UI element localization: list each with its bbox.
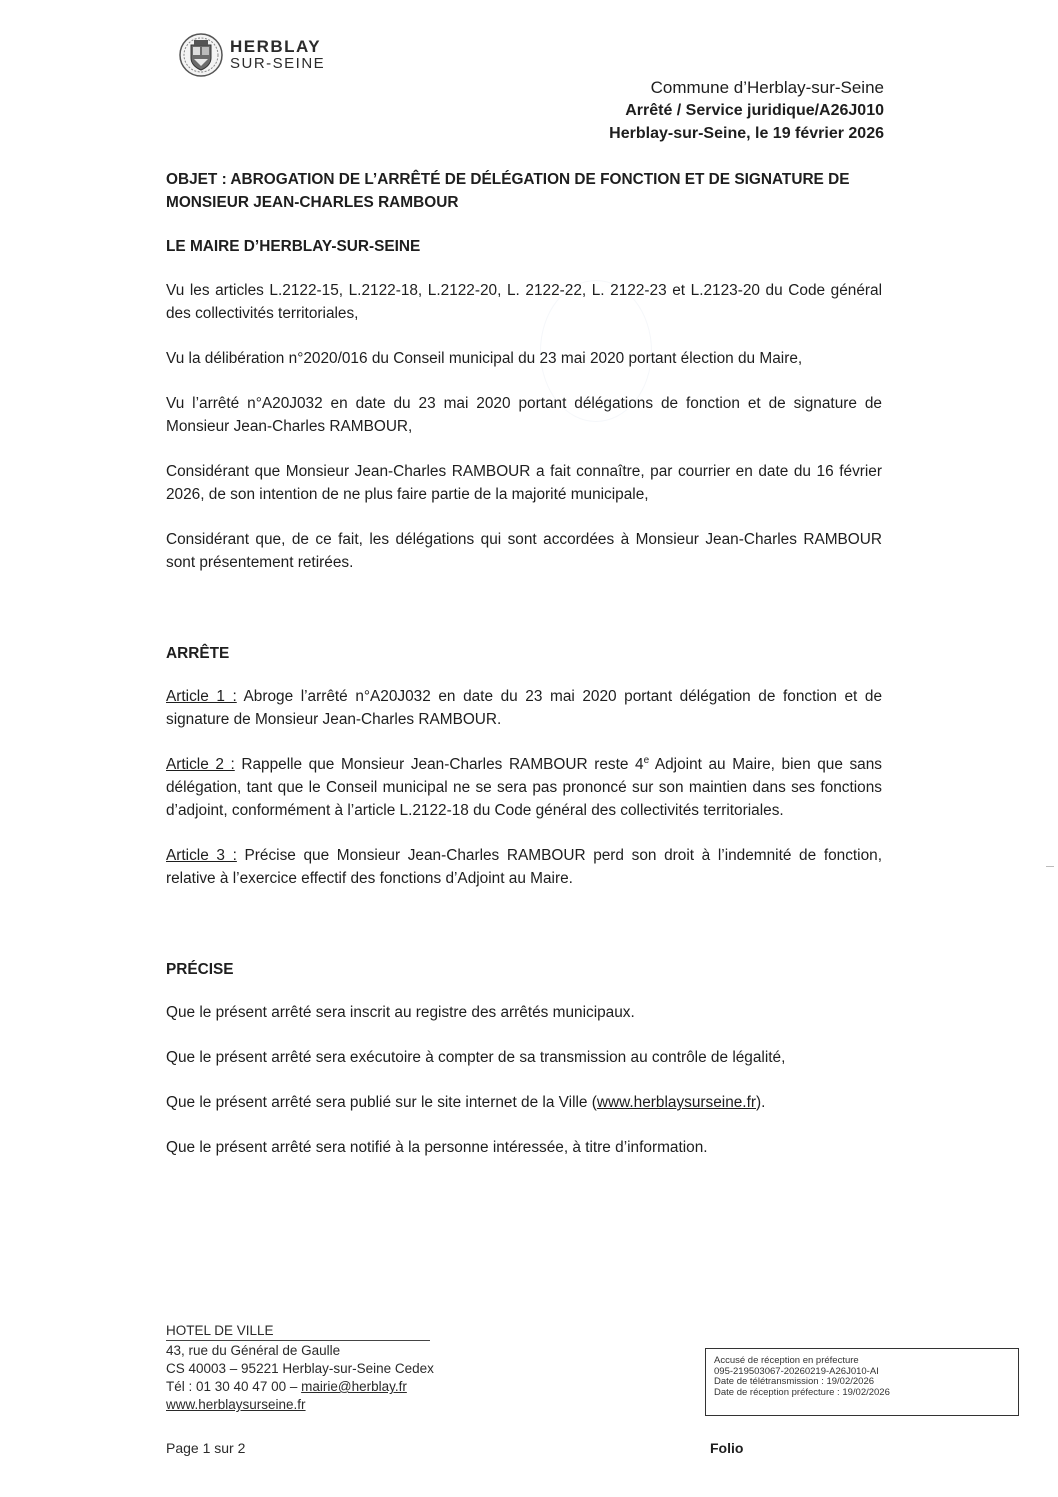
document-header: [609, 76, 884, 145]
receipt-line-4: Date de réception préfecture : 19/02/2026: [714, 1386, 890, 1398]
footer-phone: [166, 1378, 466, 1396]
folio-label: Folio: [710, 1440, 744, 1456]
consideration-1: Vu les articles L.2122-15, L.2122-18, L.2122-20, L. 2122-22, L. 2122-23 et L.2123-20 du Code général des collectivités territoriales,: [166, 282, 882, 322]
footer-address-1: 43, rue du Général de Gaulle: [166, 1343, 341, 1358]
footer-website-link[interactable]: www.herblaysurseine.fr: [166, 1397, 306, 1412]
consideration-4: Considérant que Monsieur Jean-Charles RAMBOUR a fait connaître, par courrier en date du 16 février 2026, de son intention de ne plus faire partie de la majorité municipale,: [166, 463, 882, 503]
receipt-line-3: Date de télétransmission : 19/02/2026: [714, 1376, 875, 1387]
article-1-text: Abroge l’arrêté n°A20J032 en date du 23 mai 2020 portant délégation de fonction et de signature de Monsieur Jean-Charles RAMBOUR.: [166, 688, 882, 728]
article-1-label: Article 1 :: [166, 688, 237, 705]
consideration-2: Vu la délibération n°2020/016 du Conseil municipal du 23 mai 2020 portant élection du Maire,: [166, 350, 803, 367]
receipt-line-2: 095-219503067-20260219-A26J010-AI: [714, 1365, 879, 1377]
arrete-heading: ARRÊTE: [166, 645, 230, 662]
precise-line-3-a: Que le présent arrêté sera publié sur le site internet de la Ville (: [166, 1094, 597, 1111]
document-reference: Arrêté / Service juridique/A26J010: [625, 102, 884, 119]
document-subject: OBJET : ABROGATION DE L’ARRÊTÉ DE DÉLÉGATION DE FONCTION ET DE SIGNATURE DE MONSIEUR JEAN-CHARLES RAMBOUR: [166, 171, 850, 211]
precise-heading: PRÉCISE: [166, 961, 234, 978]
precise-line-4: Que le présent arrêté sera notifié à la personne intéressée, à titre d’information.: [166, 1139, 708, 1156]
page-number: Page 1 sur 2: [166, 1440, 246, 1456]
precise-line-3: [166, 1091, 882, 1114]
consideration-5: Considérant que, de ce fait, les délégations qui sont accordées à Monsieur Jean-Charles RAMBOUR sont présentement retirées.: [166, 531, 882, 571]
precise-line-2: Que le présent arrêté sera exécutoire à compter de sa transmission au contrôle de légalité,: [166, 1049, 786, 1066]
article-2-label: Article 2 :: [166, 756, 235, 773]
consideration-3: Vu l’arrêté n°A20J032 en date du 23 mai 2020 portant délégations de fonction et de signature de Monsieur Jean-Charles RAMBOUR,: [166, 395, 882, 435]
footer-address-2: CS 40003 – 95221 Herblay-sur-Seine Cedex: [166, 1361, 434, 1376]
website-link[interactable]: www.herblaysurseine.fr: [596, 1094, 756, 1111]
article-3: [166, 844, 882, 890]
footer-address: [166, 1322, 466, 1414]
logo-title: HERBLAY: [230, 37, 322, 56]
commune-name: Commune d’Herblay-sur-Seine: [650, 78, 884, 97]
article-3-label: Article 3 :: [166, 847, 237, 864]
precise-line-1: Que le présent arrêté sera inscrit au registre des arrêtés municipaux.: [166, 1004, 635, 1021]
footer-email-link[interactable]: mairie@herblay.fr: [301, 1379, 407, 1394]
article-1: [166, 685, 882, 731]
footer-phone-text: Tél : 01 30 40 47 00 –: [166, 1379, 302, 1394]
receipt-line-1: Accusé de réception en préfecture: [714, 1355, 859, 1366]
logo-subtitle: SUR-SEINE: [230, 55, 326, 72]
precise-line-3-b: ).: [756, 1094, 766, 1111]
footer-hotel: HOTEL DE VILLE: [166, 1322, 430, 1341]
authority-heading: LE MAIRE D’HERBLAY-SUR-SEINE: [166, 238, 421, 255]
city-crest-icon: [178, 32, 224, 78]
article-2-superscript: e: [643, 754, 650, 766]
document-body: [166, 168, 882, 1181]
article-2-text-a: Rappelle que Monsieur Jean-Charles RAMBOUR reste 4: [234, 756, 644, 773]
article-2-text-b: Adjoint au Maire, bien que sans délégation, tant que le Conseil municipal ne se sera pas prononcé sur son maintien dans ses fonctions d’adjoint, conformément à l’article L.2122-18 du Code général des collectivités territoriales.: [166, 756, 882, 819]
scan-edge-mark: [1046, 866, 1054, 867]
herblay-logo: [178, 30, 348, 80]
place-date: Herblay-sur-Seine, le 19 février 2026: [609, 125, 884, 142]
prefecture-receipt-box: [705, 1348, 1019, 1416]
article-3-text: Précise que Monsieur Jean-Charles RAMBOUR perd son droit à l’indemnité de fonction, relative à l’exercice effectif des fonctions d’Adjoint au Maire.: [166, 847, 882, 887]
article-2: [166, 753, 882, 822]
